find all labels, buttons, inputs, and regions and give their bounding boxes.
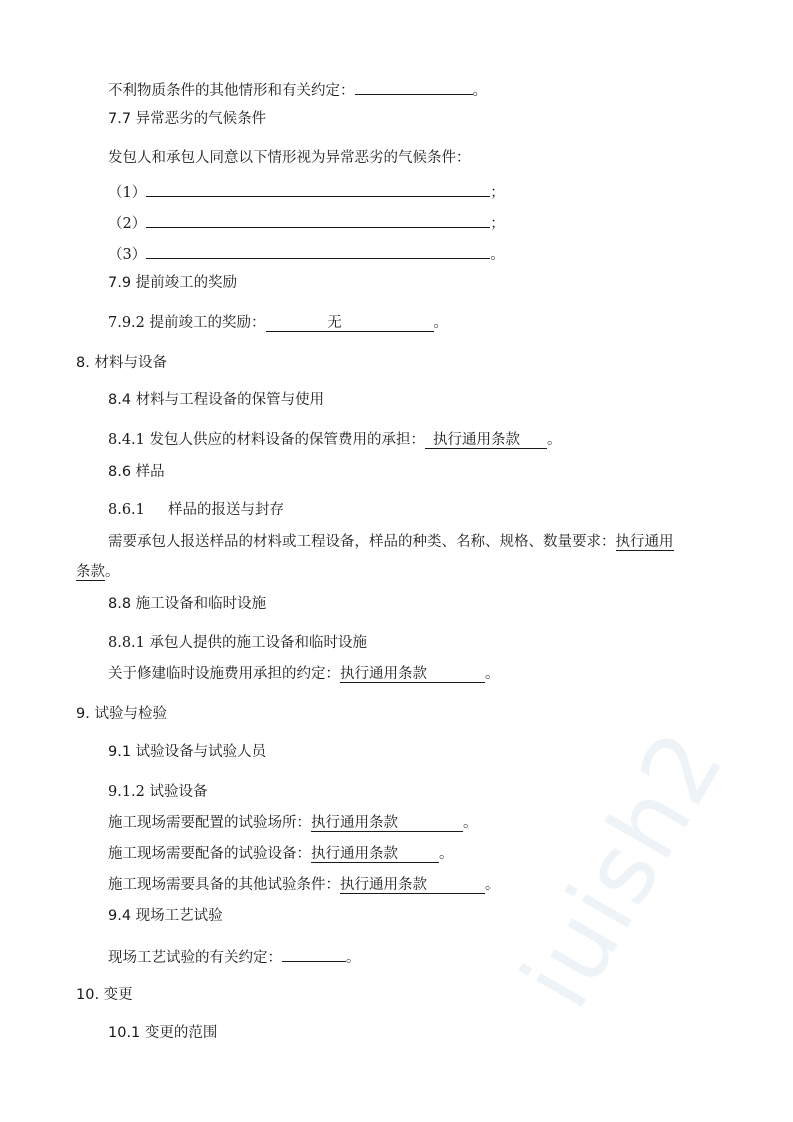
clause-test-other-conditions: 施工现场需要具备的其他试验条件：执行通用条款 。 (108, 877, 500, 893)
fill-blank[interactable] (355, 78, 473, 95)
clause-test-site: 施工现场需要配置的试验场所：执行通用条款 。 (108, 815, 478, 831)
section-heading-7-9: 7.9 提前竣工的奖励 (108, 275, 238, 291)
filled-value[interactable]: 条款 (76, 564, 105, 580)
fill-blank[interactable] (146, 211, 490, 228)
clause-test-equipment: 施工现场需要配备的试验设备：执行通用条款 。 (108, 846, 454, 862)
clause-8-4-1: 8.4.1 发包人供应的材料设备的保管费用的承担： 执行通用条款 。 (108, 432, 562, 448)
filled-value[interactable]: 执行通用条款 (311, 815, 463, 832)
section-heading-8-8: 8.8 施工设备和临时设施 (108, 596, 267, 612)
clause-8-8-2: 关于修建临时设施费用承担的约定：执行通用条款 。 (108, 666, 500, 682)
filled-value[interactable]: 执行通用条款 (311, 846, 439, 863)
list-item-1: （1） ； (108, 180, 505, 203)
clause-9-4-site-test: 现场工艺试验的有关约定： 。 (108, 945, 361, 968)
fill-blank[interactable] (146, 242, 490, 259)
chapter-heading-9: 9. 试验与检验 (76, 706, 167, 722)
clause-weather-intro: 发包人和承包人同意以下情形视为异常恶劣的气候条件： (108, 150, 471, 166)
fill-blank[interactable] (282, 945, 346, 962)
section-heading-8-4: 8.4 材料与工程设备的保管与使用 (108, 392, 325, 408)
clause-8-6-1: 8.6.1 样品的报送与封存 (108, 502, 284, 518)
fill-blank[interactable] (146, 180, 490, 197)
filled-value[interactable]: 执行通用条款 (340, 877, 485, 894)
clause-8-6-2-line1: 需要承包人报送样品的材料或工程设备，样品的种类、名称、规格、数量要求：执行通用 (108, 534, 674, 550)
list-item-3: （3） 。 (108, 242, 505, 265)
section-heading-7-7: 7.7 异常恶劣的气候条件 (108, 111, 267, 127)
filled-value[interactable]: 执行通用条款 (340, 666, 485, 683)
filled-value[interactable]: 执行通用条款 (425, 432, 547, 449)
section-heading-9-4: 9.4 现场工艺试验 (108, 908, 223, 924)
chapter-heading-8: 8. 材料与设备 (76, 355, 167, 371)
filled-value[interactable]: 执行通用 (615, 534, 674, 550)
clause-8-8-1: 8.8.1 承包人提供的施工设备和临时设施 (108, 635, 368, 651)
clause-9-1-2: 9.1.2 试验设备 (108, 784, 208, 800)
chapter-heading-10: 10. 变更 (76, 987, 133, 1003)
clause-8-6-2-line2: 条款。 (76, 564, 120, 580)
section-heading-9-1: 9.1 试验设备与试验人员 (108, 744, 267, 760)
section-heading-10-1: 10.1 变更的范围 (108, 1025, 218, 1041)
filled-value[interactable]: 无 (266, 315, 434, 332)
clause-adverse-conditions-other: 不利物质条件的其他情形和有关约定： 。 (108, 78, 487, 101)
list-item-2: （2） ； (108, 211, 505, 234)
watermark: iuish2 (500, 711, 747, 1027)
section-heading-8-6: 8.6 样品 (108, 464, 165, 480)
clause-7-9-2: 7.9.2 提前竣工的奖励： 无 。 (108, 315, 449, 331)
